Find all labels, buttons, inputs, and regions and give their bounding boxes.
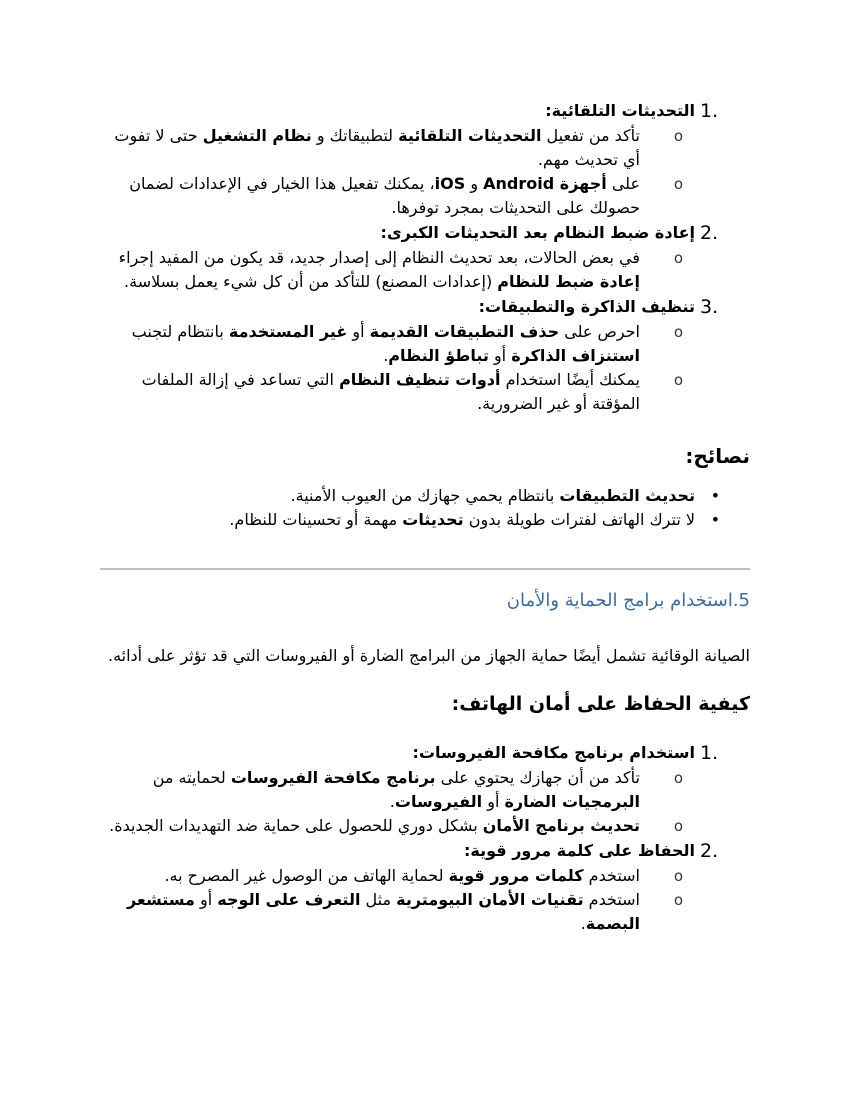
text-run: بانتظام لتجنب — [131, 322, 229, 341]
numbered-list-updates — [100, 98, 750, 416]
section-5-paragraph: الصيانة الوقائية تشمل أيضًا حماية الجهاز من البرامج الضارة أو الفيروسات التي قد تؤثر على أدائه. — [107, 646, 750, 665]
bold-text: برنامج مكافحة الفيروسات — [230, 768, 436, 787]
numbered-item — [100, 838, 750, 936]
list-number: 2. — [700, 222, 719, 244]
sub-list-item — [100, 814, 695, 838]
text-run: أو — [347, 322, 370, 341]
sub-list-item — [100, 124, 695, 172]
bold-text: كلمات مرور قوية — [448, 866, 584, 885]
text-run: بشكل دوري للحصول على حماية ضد التهديدات الجديدة. — [109, 816, 483, 835]
bold-text: تحديث برنامج الأمان — [482, 816, 640, 835]
text-run: احرص على — [559, 322, 640, 341]
hollow-bullet-icon: o — [673, 817, 683, 835]
tips-heading: نصائح: — [685, 444, 750, 468]
numbered-item-title: استخدام برنامج مكافحة الفيروسات: — [412, 743, 695, 762]
text-run: (إعدادات المصنع) للتأكد من أن كل شيء يعمل بسلاسة. — [124, 272, 498, 291]
text-run: ، يمكنك تفعيل هذا الخيار في الإعدادات لضمان حصولك على التحديثات بمجرد توفرها. — [129, 174, 640, 217]
text-run: . — [383, 346, 389, 365]
hollow-bullet-icon: o — [673, 371, 683, 389]
numbered-item — [100, 98, 750, 220]
bold-text: iOS — [434, 174, 466, 193]
bold-text: البرمجيات الضارة — [504, 792, 640, 811]
text-run: مثل — [360, 890, 397, 909]
hollow-bullet-icon: o — [673, 175, 683, 193]
text-run: التي تساعد في إزالة الملفات المؤقتة أو غير الضرورية. — [141, 370, 640, 413]
section-5-heading: 5.استخدام برامج الحماية والأمان — [506, 590, 750, 611]
sub-list-item — [100, 888, 695, 936]
bold-text: الفيروسات — [394, 792, 483, 811]
numbered-item — [100, 220, 750, 294]
bold-text: استنزاف الذاكرة — [511, 346, 640, 365]
hollow-bullet-icon: o — [673, 891, 683, 909]
text-run: استخدم — [583, 866, 640, 885]
phone-security-heading: كيفية الحفاظ على أمان الهاتف: — [451, 693, 750, 715]
text-run: و — [465, 174, 484, 193]
sub-list-item — [100, 172, 695, 220]
sub-list-item — [100, 368, 695, 416]
list-number: 1. — [700, 742, 719, 764]
sub-list-item — [100, 320, 695, 368]
list-number: 1. — [700, 100, 719, 122]
text-run: على — [606, 174, 640, 193]
bullet-icon: • — [710, 486, 720, 505]
sub-list-item — [100, 246, 695, 294]
sub-list-item — [100, 766, 695, 814]
bold-text: نظام التشغيل — [202, 126, 312, 145]
bold-text: مستشعر البصمة — [126, 890, 640, 933]
numbered-item — [100, 740, 750, 838]
text-run: لحمايته من — [152, 768, 231, 787]
tips-list — [100, 484, 750, 532]
sub-list — [100, 124, 695, 220]
text-run: تأكد من تفعيل — [541, 126, 640, 145]
hollow-bullet-icon: o — [673, 867, 683, 885]
hollow-bullet-icon: o — [673, 323, 683, 341]
sub-list-item — [100, 864, 695, 888]
sub-list — [100, 320, 695, 416]
text-run: . — [580, 914, 586, 933]
numbered-item — [100, 294, 750, 416]
hollow-bullet-icon: o — [673, 249, 683, 267]
text-run: أو — [482, 792, 505, 811]
tip-item — [100, 508, 750, 532]
numbered-list-security — [100, 740, 750, 936]
numbered-item-title: إعادة ضبط النظام بعد التحديثات الكبرى: — [380, 223, 695, 242]
text-run: . — [389, 792, 395, 811]
text-run: في بعض الحالات، بعد تحديث النظام إلى إصدار جديد، قد يكون من المفيد إجراء — [118, 248, 640, 267]
list-number: 3. — [700, 296, 719, 318]
bold-text: أدوات تنظيف النظام — [339, 370, 501, 389]
text-run: استخدم — [583, 890, 640, 909]
hollow-bullet-icon: o — [673, 769, 683, 787]
text-run: يمكنك أيضًا استخدام — [500, 370, 640, 389]
tip-item — [100, 484, 750, 508]
numbered-item-title: التحديثات التلقائية: — [545, 101, 695, 120]
document-content — [100, 98, 750, 936]
text-run: أو — [488, 346, 512, 365]
bold-text: تباطؤ النظام — [388, 346, 489, 365]
bullet-icon: • — [710, 510, 720, 529]
text-run: بانتظام يحمي جهازك من العيوب الأمنية. — [290, 486, 560, 505]
text-run: أو — [194, 890, 218, 909]
bold-text: تقنيات الأمان البيومترية — [396, 890, 584, 909]
bold-text: إعادة ضبط للنظام — [497, 272, 640, 291]
bold-text: تحديث التطبيقات — [559, 486, 695, 505]
text-run: لحماية الهاتف من الوصول غير المصرح به. — [164, 866, 449, 885]
text-run: مهمة أو تحسينات للنظام. — [229, 510, 403, 529]
bold-text: التحديثات التلقائية — [398, 126, 542, 145]
numbered-item-title: تنظيف الذاكرة والتطبيقات: — [478, 297, 695, 316]
bold-text: التعرف على الوجه — [217, 890, 361, 909]
numbered-item-title: الحفاظ على كلمة مرور قوية: — [464, 841, 695, 860]
bold-text: تحديثات — [402, 510, 464, 529]
bold-text: أجهزة Android — [483, 174, 607, 193]
list-number: 2. — [700, 840, 719, 862]
text-run: لا تترك الهاتف لفترات طويلة بدون — [463, 510, 695, 529]
bold-text: حذف التطبيقات القديمة — [369, 322, 560, 341]
sub-list — [100, 864, 695, 936]
bold-text: غير المستخدمة — [228, 322, 348, 341]
text-run: تأكد من أن جهازك يحتوي على — [435, 768, 640, 787]
text-run: حتى لا تفوت أي تحديث مهم. — [114, 126, 640, 169]
sub-list — [100, 766, 695, 838]
text-run: لتطبيقاتك و — [311, 126, 399, 145]
hollow-bullet-icon: o — [673, 127, 683, 145]
section-divider — [100, 568, 750, 570]
sub-list — [100, 246, 695, 294]
